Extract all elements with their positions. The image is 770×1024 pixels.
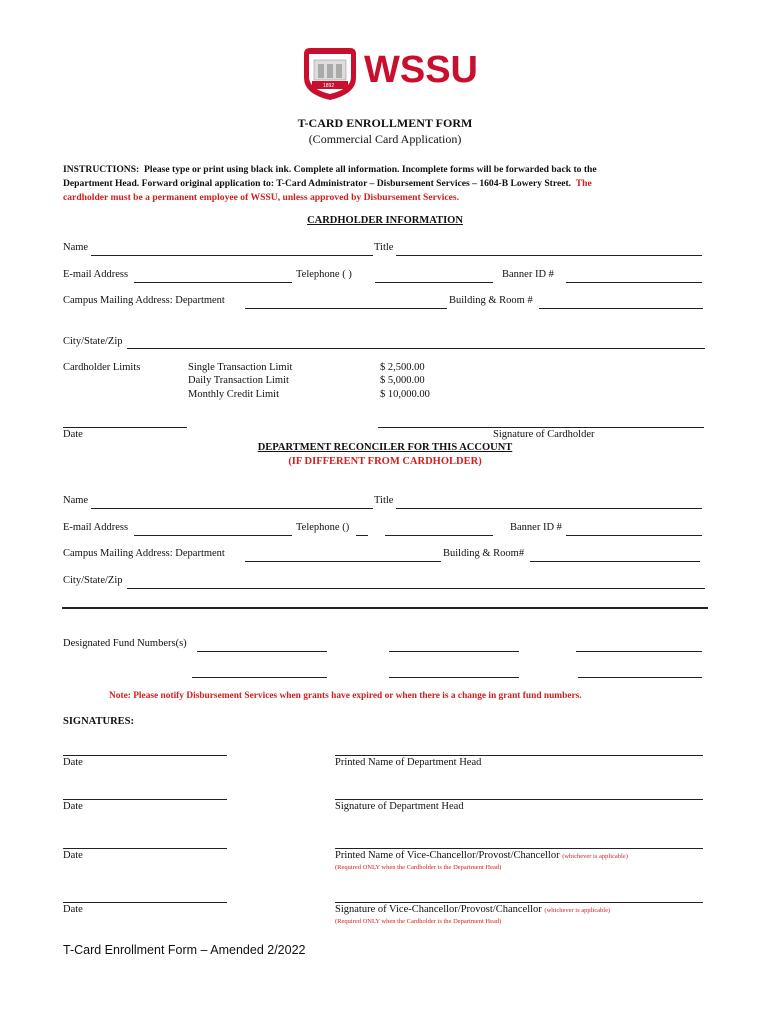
chancellor-printed-name-field[interactable]: [335, 848, 703, 849]
cardholder-signature-field[interactable]: [378, 427, 704, 428]
limit-label-monthly: Monthly Credit Limit: [188, 389, 279, 400]
instructions-line1: Please type or print using black ink. Complete all information. Incomplete forms will be forwarded back to the: [144, 164, 597, 175]
instructions-red1: The: [575, 178, 592, 189]
chancellor-signature-field[interactable]: [335, 902, 703, 903]
cardholder-limits-label: Cardholder Limits: [63, 362, 141, 373]
telephone-field[interactable]: [375, 282, 493, 283]
reconciler-city-label: City/State/Zip: [63, 575, 123, 586]
signatures-heading: SIGNATURES:: [63, 716, 134, 727]
signature-date-label-3: Date: [63, 850, 83, 861]
fund-number-field-3[interactable]: [576, 651, 702, 652]
dept-head-signature-field[interactable]: [335, 799, 703, 800]
footer-text: T-Card Enrollment Form – Amended 2/2022: [63, 943, 306, 957]
title-label: Title: [374, 242, 394, 253]
building-room-field[interactable]: [539, 308, 703, 309]
cardholder-signature-label: Signature of Cardholder: [493, 429, 595, 440]
email-field[interactable]: [134, 282, 292, 283]
signature-date-label-2: Date: [63, 801, 83, 812]
reconciler-heading: [0, 442, 770, 453]
cardholder-date-field[interactable]: [63, 427, 187, 428]
dept-head-printed-name-field[interactable]: [335, 755, 703, 756]
reconciler-subheading: (IF DIFFERENT FROM CARDHOLDER): [288, 456, 482, 467]
logo-text: WSSU: [364, 49, 478, 91]
email-label: E-mail Address: [63, 269, 129, 280]
instructions-lead: INSTRUCTIONS:: [63, 164, 140, 175]
name-field[interactable]: [91, 255, 373, 256]
reconciler-title-field[interactable]: [396, 508, 702, 509]
banner-id-field[interactable]: [566, 282, 702, 283]
signature-date-label-4: Date: [63, 904, 83, 915]
department-field[interactable]: [245, 308, 447, 309]
signature-date-field-3[interactable]: [63, 848, 227, 849]
reconciler-mailing-label: Campus Mailing Address: Department: [63, 548, 225, 559]
chancellor-signature-label: [335, 904, 610, 915]
chancellor-printed-name-label: [335, 850, 628, 861]
building-room-label: Building & Room #: [449, 295, 533, 306]
city-state-zip-field[interactable]: [127, 348, 705, 349]
fund-number-field-1[interactable]: [197, 651, 327, 652]
telephone-label: Telephone ( ): [296, 269, 352, 280]
cardholder-heading-text: CARDHOLDER INFORMATION: [307, 215, 463, 226]
reconciler-telephone-label: Telephone (): [296, 522, 350, 533]
fund-number-field-5[interactable]: [389, 677, 519, 678]
reconciler-banner-id-field[interactable]: [566, 535, 702, 536]
signature-date-field-4[interactable]: [63, 902, 227, 903]
reconciler-email-label: E-mail Address: [63, 522, 129, 533]
chancellor-printed-name-qualifier: (whichever is applicable): [562, 853, 628, 860]
instructions-red2: cardholder must be a permanent employee of WSSU, unless approved by Disbursement Services.: [63, 192, 460, 203]
limit-label-daily: Daily Transaction Limit: [188, 375, 289, 386]
reconciler-building-label: Building & Room#: [443, 548, 525, 559]
limit-value-monthly: $ 10,000.00: [380, 389, 430, 400]
banner-id-label: Banner ID #: [502, 269, 554, 280]
limit-label-single: Single Transaction Limit: [188, 362, 293, 373]
reconciler-email-field[interactable]: [134, 535, 292, 536]
signature-date-field-2[interactable]: [63, 799, 227, 800]
reconciler-name-field[interactable]: [91, 508, 373, 509]
seal-year: 1892: [323, 83, 335, 89]
city-state-zip-label: City/State/Zip: [63, 336, 123, 347]
fund-number-field-6[interactable]: [578, 677, 702, 678]
cardholder-heading: [0, 215, 770, 226]
chancellor-printed-name-required: (Required ONLY when the Cardholder is the Department Head): [335, 864, 502, 871]
title-field[interactable]: [396, 255, 702, 256]
reconciler-telephone-field[interactable]: [356, 535, 368, 536]
signature-date-label-1: Date: [63, 757, 83, 768]
section-divider: [62, 607, 708, 609]
instructions: [63, 163, 713, 205]
signature-date-field-1[interactable]: [63, 755, 227, 756]
limit-value-single: $ 2,500.00: [380, 362, 425, 373]
cardholder-date-label: Date: [63, 429, 83, 440]
reconciler-building-field[interactable]: [530, 561, 700, 562]
reconciler-telephone-number-field[interactable]: [385, 535, 493, 536]
chancellor-signature-text: Signature of Vice-Chancellor/Provost/Chancellor: [335, 904, 542, 915]
reconciler-name-label: Name: [63, 495, 89, 506]
fund-number-field-4[interactable]: [192, 677, 327, 678]
limit-value-daily: $ 5,000.00: [380, 375, 425, 386]
chancellor-signature-required: (Required ONLY when the Cardholder is the Department Head): [335, 918, 502, 925]
dept-head-printed-name-label: Printed Name of Department Head: [335, 757, 482, 768]
reconciler-heading-text: DEPARTMENT RECONCILER FOR THIS ACCOUNT: [257, 442, 513, 453]
instructions-line2: Department Head. Forward original application to: T-Card Administrator – Disbursement Services – 1604-B Lowery Street.: [63, 178, 572, 189]
fund-numbers-label: Designated Fund Numbers(s): [63, 638, 187, 649]
name-label: Name: [63, 242, 89, 253]
reconciler-banner-id-label: Banner ID #: [510, 522, 562, 533]
mailing-address-label: Campus Mailing Address: Department: [63, 295, 225, 306]
reconciler-department-field[interactable]: [245, 561, 441, 562]
form-title: T-CARD ENROLLMENT FORM: [297, 116, 473, 130]
fund-note: Note: Please notify Disbursement Services when grants have expired or when there is a change in grant fund numbers.: [109, 691, 582, 701]
fund-number-field-2[interactable]: [389, 651, 519, 652]
form-subtitle: (Commercial Card Application): [308, 132, 462, 146]
reconciler-title-label: Title: [374, 495, 394, 506]
chancellor-signature-qualifier: (whichever is applicable): [544, 907, 611, 914]
chancellor-printed-name-text: Printed Name of Vice-Chancellor/Provost/Chancellor: [335, 850, 560, 861]
dept-head-signature-label: Signature of Department Head: [335, 801, 464, 812]
reconciler-city-field[interactable]: [127, 588, 705, 589]
